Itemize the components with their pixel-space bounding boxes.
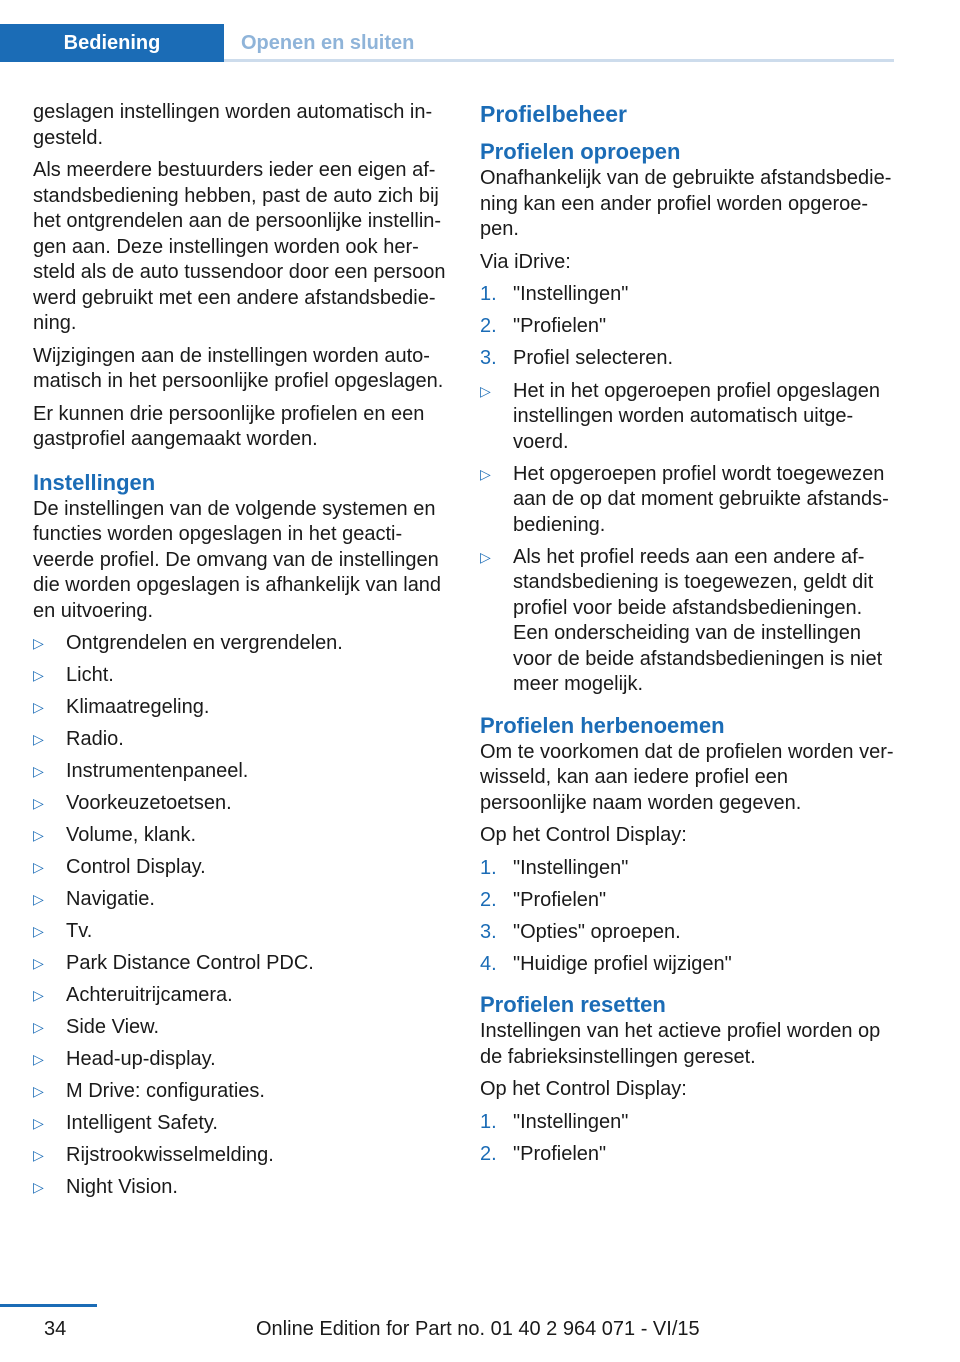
step-number: 1. [480, 1110, 497, 1133]
list-item [33, 759, 448, 785]
list-item [33, 983, 448, 1009]
heading-profielen-oproepen: Profielen oproepen [480, 139, 681, 164]
triangle-bullet-icon: ▷ [33, 1019, 44, 1035]
list-item [33, 1175, 448, 1201]
list-item [33, 791, 448, 817]
section-tab-bediening: Bediening [0, 24, 224, 62]
triangle-bullet-icon: ▷ [33, 1083, 44, 1099]
step-number: 1. [480, 283, 497, 305]
step-text: "Profielen" [513, 315, 607, 337]
bullet-text: Instrumentenpaneel. [66, 760, 249, 782]
bullet-text: Control Display. [66, 856, 206, 878]
triangle-bullet-icon: ▷ [480, 548, 491, 565]
paragraph: Op het Control Display: [480, 1078, 687, 1100]
list-item [480, 952, 895, 978]
bullet-text: Head-up-display. [66, 1048, 216, 1070]
step-number: 2. [480, 888, 497, 911]
step-text: "Opties" oproepen. [513, 920, 681, 943]
triangle-bullet-icon: ▷ [33, 955, 44, 971]
steps-list-herbenoemen [480, 856, 895, 978]
triangle-bullet-icon: ▷ [33, 1179, 44, 1195]
step-number: 1. [480, 856, 497, 879]
bullet-text: Tv. [66, 920, 93, 942]
list-item [33, 855, 448, 881]
heading-profielen-resetten: Profielen resetten [480, 992, 666, 1017]
notes-bullet-list [480, 379, 895, 698]
heading-profielen-herbenoemen: Profielen herbenoemen [480, 712, 725, 738]
triangle-bullet-icon: ▷ [33, 795, 44, 811]
triangle-bullet-icon: ▷ [33, 859, 44, 875]
list-item [33, 919, 448, 945]
list-item [480, 1110, 895, 1136]
triangle-bullet-icon: ▷ [33, 763, 44, 779]
triangle-bullet-icon: ▷ [480, 382, 491, 399]
step-number: 2. [480, 315, 497, 337]
triangle-bullet-icon: ▷ [33, 1051, 44, 1067]
list-item [33, 951, 448, 977]
settings-bullet-list [33, 631, 448, 1201]
list-item [33, 1143, 448, 1169]
step-text: "Instellingen" [513, 856, 629, 879]
bullet-text: Intelligent Safety. [66, 1112, 218, 1134]
bullet-text: M Drive: configuraties. [66, 1080, 265, 1102]
footer-divider [0, 1304, 97, 1307]
list-item [33, 695, 448, 721]
paragraph: Als meerdere bestuurders ieder een eigen afstandsbediening hebben, past de auto zich bij het ontgrendelen aan de persoonlijke instellingen aan. Deze instellingen worden ook hersteld als de auto tussendoor door een persoon werd gebruikt met een andere afstandsbediening. [33, 159, 446, 334]
triangle-bullet-icon: ▷ [480, 465, 491, 482]
step-text: "Profielen" [513, 888, 607, 911]
list-item [480, 1142, 895, 1168]
step-text: Profiel selecteren. [513, 347, 674, 369]
bullet-text: Achteruitrijcamera. [66, 984, 233, 1006]
bullet-text: Het opgeroepen profiel wordt toegewezen aan de op dat moment gebruikte afstandsbediening. [513, 462, 889, 536]
list-item [33, 727, 448, 753]
list-item [480, 282, 895, 308]
bullet-text: Side View. [66, 1016, 160, 1038]
list-item [33, 887, 448, 913]
triangle-bullet-icon: ▷ [33, 891, 44, 907]
paragraph: Om te voorkomen dat de profielen worden verwisseld, kan aan iedere profiel een persoonlijke naam worden gegeven. [480, 740, 894, 814]
step-number: 4. [480, 952, 497, 975]
step-number: 2. [480, 1142, 497, 1165]
step-number: 3. [480, 347, 497, 369]
paragraph: De instellingen van de volgende systemen en functies worden opgeslagen in het geactiveerde profiel. De omvang van de instellingen die worden opgeslagen is afhankelijk van land en uitvoering. [33, 497, 442, 622]
triangle-bullet-icon: ▷ [33, 667, 44, 683]
list-item [480, 346, 895, 372]
list-item [33, 823, 448, 849]
paragraph: geslagen instellingen worden automatisch ingesteld. [33, 101, 433, 149]
paragraph: Op het Control Display: [480, 824, 687, 846]
list-item [480, 379, 895, 456]
bullet-text: Night Vision. [66, 1176, 178, 1198]
edition-line: Online Edition for Part no. 01 40 2 964 071 - VI/15 [256, 1318, 700, 1340]
paragraph: Er kunnen drie persoonlijke profielen en een gastprofiel aangemaakt worden. [33, 402, 425, 450]
list-item [33, 1111, 448, 1137]
header-divider [224, 59, 894, 62]
bullet-text: Licht. [66, 664, 114, 686]
left-column [33, 100, 448, 1208]
bullet-text: Voorkeuzetoetsen. [66, 792, 232, 814]
steps-list-resetten [480, 1110, 895, 1168]
list-item [480, 888, 895, 914]
heading-profielbeheer: Profielbeheer [480, 101, 627, 127]
list-item [480, 545, 895, 698]
step-text: "Instellingen" [513, 283, 629, 305]
bullet-text: Park Distance Control PDC. [66, 952, 314, 974]
triangle-bullet-icon: ▷ [33, 923, 44, 939]
steps-list-oproepen [480, 282, 895, 372]
list-item [480, 462, 895, 539]
paragraph: Instellingen van het actieve profiel worden op de fabrieksinstellingen gereset. [480, 1020, 881, 1068]
step-number: 3. [480, 920, 497, 943]
list-item [33, 663, 448, 689]
triangle-bullet-icon: ▷ [33, 731, 44, 747]
heading-instellingen: Instellingen [33, 469, 156, 495]
step-text: "Profielen" [513, 1142, 607, 1165]
bullet-text: Rijstrookwisselmelding. [66, 1144, 274, 1166]
list-item [33, 631, 448, 657]
list-item [480, 314, 895, 340]
list-item [33, 1015, 448, 1041]
bullet-text: Het in het opgeroepen profiel opgeslagen instellingen worden automatisch uitgevoerd. [513, 379, 880, 453]
right-column [480, 100, 895, 1174]
bullet-text: Als het profiel reeds aan een andere afstandsbediening is toegewezen, geldt dit profiel voor beide afstandsbedieningen. Een onderscheiding van de instellingen voor de beide afstandsbedieningen is niet meer mogelijk. [513, 545, 883, 695]
triangle-bullet-icon: ▷ [33, 1115, 44, 1131]
list-item [33, 1047, 448, 1073]
step-text: "Huidige profiel wijzigen" [513, 952, 732, 975]
step-text: "Instellingen" [513, 1110, 629, 1133]
bullet-text: Klimaatregeling. [66, 696, 210, 718]
list-item [480, 856, 895, 882]
paragraph: Onafhankelijk van de gebruikte afstandsbediening kan een ander profiel worden opgeroepen. [480, 167, 892, 240]
page-number: 34 [44, 1318, 67, 1340]
bullet-text: Volume, klank. [66, 824, 197, 846]
bullet-text: Navigatie. [66, 888, 155, 910]
triangle-bullet-icon: ▷ [33, 827, 44, 843]
paragraph: Wijzigingen aan de instellingen worden automatisch in het persoonlijke profiel opgeslagen. [33, 344, 444, 392]
triangle-bullet-icon: ▷ [33, 699, 44, 715]
triangle-bullet-icon: ▷ [33, 1147, 44, 1163]
page-header [0, 0, 960, 62]
paragraph: Via iDrive: [480, 250, 571, 273]
triangle-bullet-icon: ▷ [33, 635, 44, 651]
section-tab-openen-en-sluiten: Openen en sluiten [241, 31, 415, 54]
bullet-text: Ontgrendelen en vergrendelen. [66, 632, 343, 654]
list-item [480, 920, 895, 946]
triangle-bullet-icon: ▷ [33, 987, 44, 1003]
bullet-text: Radio. [66, 728, 124, 750]
list-item [33, 1079, 448, 1105]
